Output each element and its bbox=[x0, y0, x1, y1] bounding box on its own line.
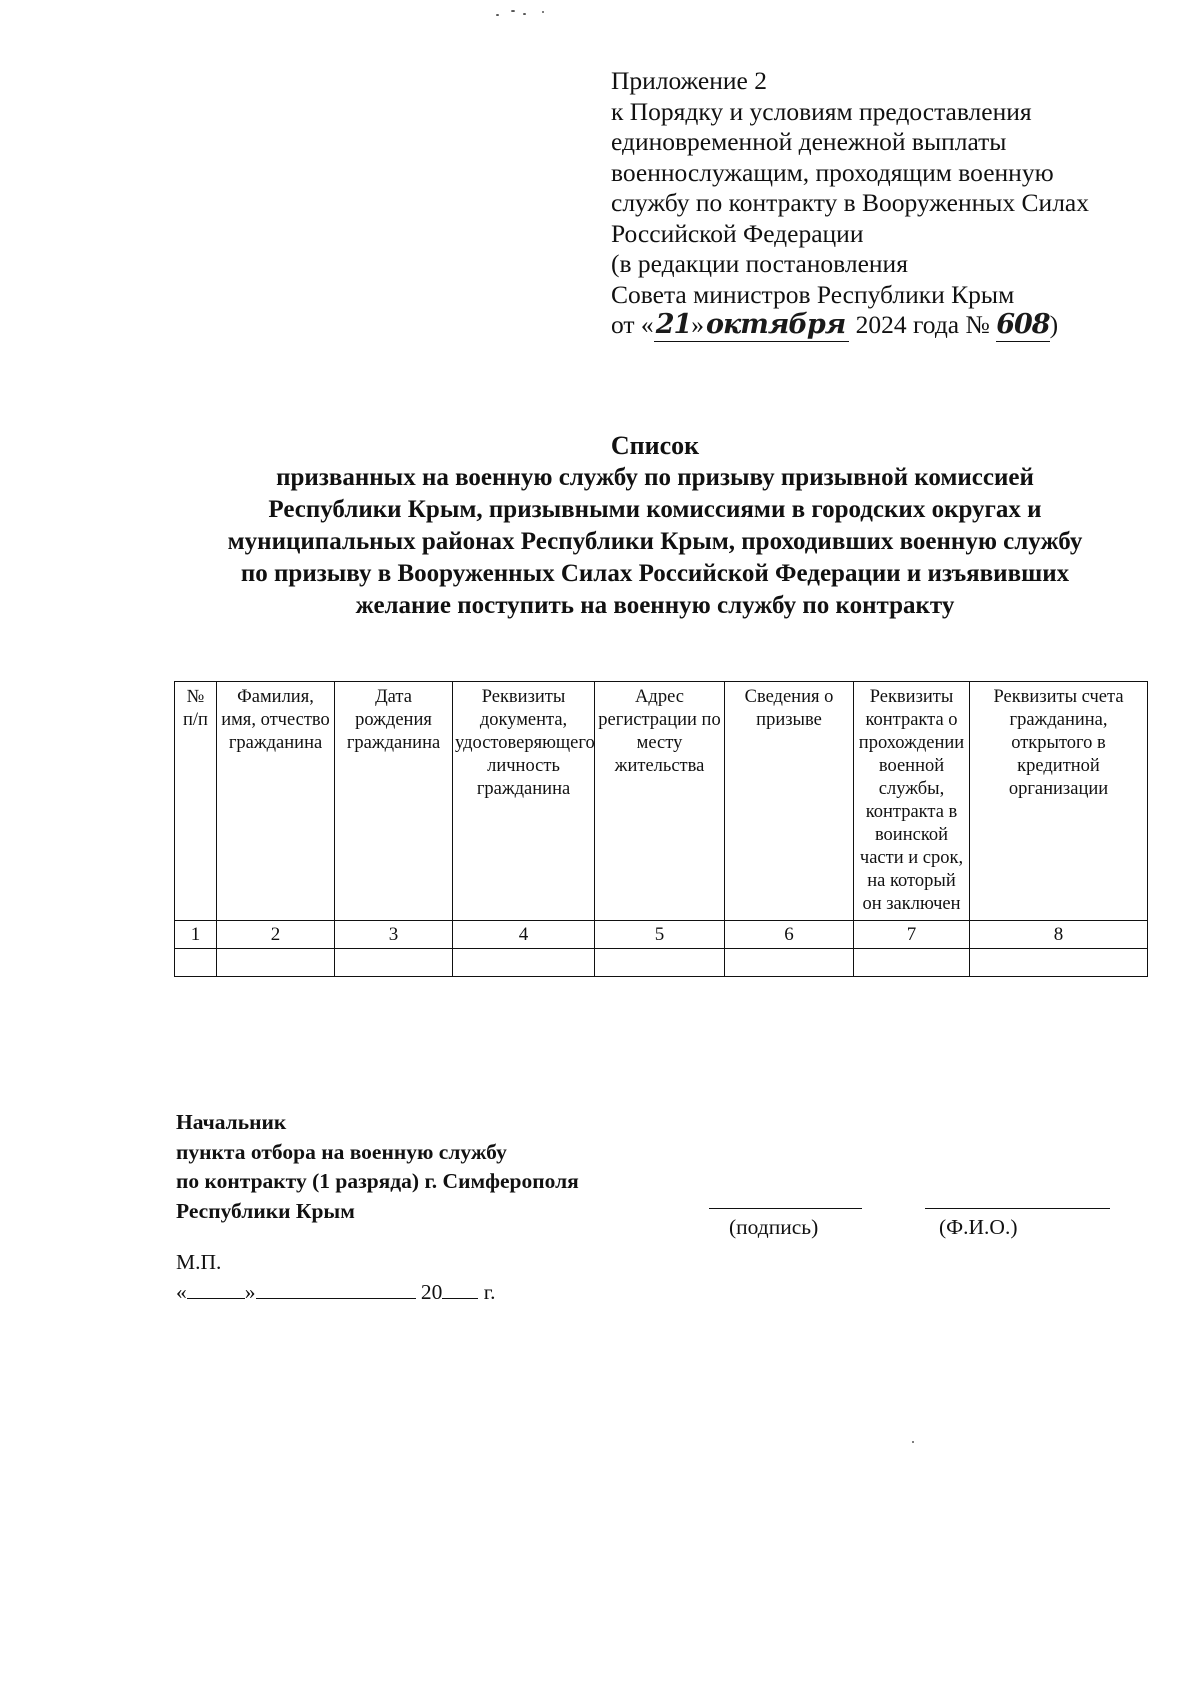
title-line: Республики Крым, призывными комиссиями в городских округах и bbox=[268, 496, 1042, 523]
table-row-empty bbox=[175, 949, 1148, 977]
position-line: Республики Крым bbox=[176, 1198, 355, 1223]
table-header-row bbox=[175, 682, 1148, 921]
handwritten-date-field bbox=[654, 310, 850, 342]
title-line: желание поступить на военную службу по контракту bbox=[355, 592, 955, 619]
table-cell bbox=[595, 949, 725, 977]
header-cell-id-document: Реквизиты документа, удостоверяющего личность гражданина bbox=[453, 682, 595, 921]
scan-speck bbox=[523, 13, 526, 15]
appendix-line: единовременной денежной выплаты bbox=[611, 127, 1007, 156]
header-cell-number: № п/п bbox=[175, 682, 217, 921]
title-line: муниципальных районах Республики Крым, проходивших военную службу bbox=[227, 528, 1083, 555]
date-close-quote: » bbox=[244, 1280, 256, 1304]
header-cell-contract: Реквизиты контракта о прохождении военной службы, контракта в воинской части и срок, на который он заключен bbox=[854, 682, 970, 921]
column-number: 4 bbox=[453, 921, 595, 949]
scan-speck bbox=[511, 10, 515, 12]
conscript-list-table bbox=[174, 681, 1148, 977]
header-cell-bank-account: Реквизиты счета гражданина, открытого в кредитной организации bbox=[970, 682, 1148, 921]
header-cell-address: Адрес регистрации по месту жительства bbox=[595, 682, 725, 921]
header-cell-full-name: Фамилия, имя, отчество гражданина bbox=[217, 682, 335, 921]
handwritten-month: октября bbox=[706, 309, 846, 340]
date-open-quote: « bbox=[176, 1280, 187, 1304]
year-suffix: г. bbox=[483, 1280, 496, 1304]
table-cell bbox=[854, 949, 970, 977]
month-blank bbox=[256, 1280, 416, 1299]
document-title bbox=[150, 430, 1160, 622]
signature-line bbox=[709, 1208, 862, 1209]
appendix-line: Приложение 2 bbox=[611, 66, 767, 95]
position-line: по контракту (1 разряда) г. Симферополя bbox=[176, 1169, 579, 1193]
table-cell bbox=[335, 949, 453, 977]
appendix-line: к Порядку и условиям предоставления bbox=[611, 96, 1032, 126]
appendix-line: службу по контракту в Вооруженных Силах bbox=[611, 188, 1089, 217]
header-cell-birth-date: Дата рождения гражданина bbox=[335, 682, 453, 921]
appendix-header bbox=[611, 66, 1151, 342]
date-year: 2024 года № bbox=[855, 310, 990, 339]
column-number-row bbox=[175, 921, 1148, 949]
table-cell bbox=[453, 949, 595, 977]
column-number: 2 bbox=[217, 921, 335, 949]
column-number: 5 bbox=[595, 921, 725, 949]
year-prefix: 20 bbox=[420, 1280, 443, 1304]
appendix-line: военнослужащим, проходящим военную bbox=[611, 157, 1054, 187]
day-blank bbox=[187, 1280, 245, 1299]
appendix-line: Совета министров Республики Крым bbox=[611, 279, 1015, 309]
column-number: 6 bbox=[725, 921, 854, 949]
column-number: 1 bbox=[175, 921, 217, 949]
year-blank bbox=[442, 1280, 478, 1299]
column-number: 3 bbox=[335, 921, 453, 949]
title-main: Список bbox=[610, 431, 700, 460]
handwritten-number: 608 bbox=[996, 309, 1050, 340]
name-line bbox=[925, 1208, 1110, 1209]
position-line: пункта отбора на военную службу bbox=[176, 1139, 507, 1164]
title-line: призванных на военную службу по призыву призывной комиссией bbox=[276, 464, 1034, 491]
table-cell bbox=[175, 949, 217, 977]
stamp-place: М.П. bbox=[176, 1250, 222, 1274]
table-cell bbox=[970, 949, 1148, 977]
header-cell-conscription: Сведения о призыве bbox=[725, 682, 854, 921]
column-number: 7 bbox=[854, 921, 970, 949]
scan-speck bbox=[542, 11, 544, 13]
column-number: 8 bbox=[970, 921, 1148, 949]
signing-date bbox=[176, 1279, 496, 1305]
table-cell bbox=[217, 949, 335, 977]
date-close: ) bbox=[1049, 310, 1059, 339]
name-caption: (Ф.И.О.) bbox=[939, 1215, 1018, 1239]
official-position bbox=[176, 1108, 579, 1226]
appendix-line: (в редакции постановления bbox=[611, 249, 908, 278]
scan-speck bbox=[496, 14, 499, 16]
title-line: по призыву в Вооруженных Силах Российской Федерации и изъявивших bbox=[240, 560, 1070, 587]
scan-speck bbox=[912, 1441, 914, 1443]
appendix-date-line bbox=[611, 310, 1151, 342]
date-quote-close: » bbox=[691, 310, 705, 339]
handwritten-day: 21 bbox=[655, 309, 692, 340]
table-cell bbox=[725, 949, 854, 977]
appendix-line: Российской Федерации bbox=[611, 218, 864, 248]
signature-caption: (подпись) bbox=[729, 1215, 819, 1239]
position-line: Начальник bbox=[176, 1110, 287, 1134]
date-prefix: от « bbox=[611, 310, 654, 339]
